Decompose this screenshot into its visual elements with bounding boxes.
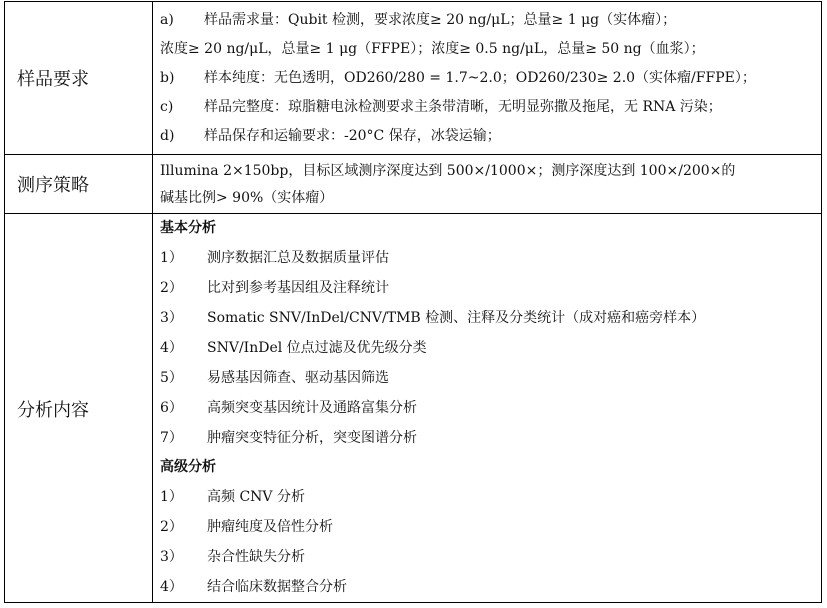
- row-label: 测序策略: [5, 155, 153, 213]
- item-marker: d): [160, 128, 175, 144]
- list-item: [160, 428, 817, 448]
- item-marker: 4）: [160, 579, 183, 595]
- list-item: [160, 278, 817, 298]
- list-item: [160, 39, 817, 59]
- row-content: [153, 155, 821, 213]
- item-marker: 4）: [160, 340, 183, 356]
- list-item: [160, 97, 817, 117]
- item-marker: 2）: [160, 519, 183, 535]
- item-marker: a): [160, 12, 174, 28]
- row-sequencing-strategy: [5, 155, 821, 214]
- list-item: [160, 577, 817, 597]
- basic-analysis-title: 基本分析: [160, 220, 216, 236]
- spec-table: [4, 1, 822, 603]
- item-marker: 3）: [160, 549, 183, 565]
- list-item: [160, 68, 817, 88]
- text-line: 碱基比例> 90%（实体瘤）: [160, 190, 334, 206]
- item-text: 浓度≥ 20 ng/μL，总量≥ 1 μg（FFPE）；浓度≥ 0.5 ng/μL，总量≥ 50 ng（血浆）；: [160, 41, 705, 57]
- item-marker: 3）: [160, 310, 183, 326]
- list-item: [160, 338, 817, 358]
- list-item: [160, 248, 817, 268]
- advanced-analysis-title: 高级分析: [160, 459, 216, 475]
- item-text: Somatic SNV/InDel/CNV/TMB 检测、注释及分类统计（成对癌和癌旁样本）: [207, 310, 706, 326]
- item-text: 样本纯度：无色透明，OD260/280 = 1.7~2.0；OD260/230≥ 2.0（实体瘤/FFPE）；: [204, 70, 756, 86]
- item-text: 样品完整度：琼脂糖电泳检测要求主条带清晰，无明显弥撒及拖尾，无 RNA 污染；: [204, 99, 722, 115]
- text-line: Illumina 2×150bp，目标区域测序深度达到 500×/1000×；测序深度达到 100×/200×的: [160, 163, 736, 179]
- item-text: 结合临床数据整合分析: [207, 579, 347, 595]
- row-analysis-content: [5, 214, 821, 603]
- item-marker: 2）: [160, 280, 183, 296]
- row-label: 样品要求: [5, 2, 153, 154]
- list-item: [160, 517, 817, 537]
- item-text: 肿瘤纯度及倍性分析: [207, 519, 333, 535]
- list-item: [160, 398, 817, 418]
- row-sample-requirements: [5, 2, 821, 155]
- list-item: [160, 487, 817, 507]
- item-text: SNV/InDel 位点过滤及优先级分类: [207, 340, 427, 356]
- list-item: [160, 10, 817, 30]
- list-item: [160, 126, 817, 146]
- item-text: 比对到参考基因组及注释统计: [207, 280, 389, 296]
- item-marker: 6）: [160, 400, 183, 416]
- row-content: [153, 214, 821, 603]
- item-marker: 7）: [160, 430, 183, 446]
- item-text: 测序数据汇总及数据质量评估: [207, 250, 389, 266]
- item-text: 样品保存和运输要求：-20°C 保存，冰袋运输；: [204, 128, 501, 144]
- list-item: [160, 368, 817, 388]
- item-marker: b): [160, 70, 175, 86]
- item-text: 肿瘤突变特征分析，突变图谱分析: [207, 430, 417, 446]
- list-item: [160, 308, 817, 328]
- row-label: 分析内容: [5, 214, 153, 603]
- row-content: [153, 2, 821, 154]
- item-text: 易感基因筛查、驱动基因筛选: [207, 370, 389, 386]
- item-marker: c): [160, 99, 174, 115]
- item-text: 高频突变基因统计及通路富集分析: [207, 400, 417, 416]
- item-text: 样品需求量：Qubit 检测，要求浓度≥ 20 ng/μL；总量≥ 1 μg（实体瘤）；: [204, 12, 677, 28]
- item-text: 杂合性缺失分析: [207, 549, 305, 565]
- list-item: [160, 547, 817, 567]
- item-marker: 5）: [160, 370, 183, 386]
- item-marker: 1）: [160, 489, 183, 505]
- item-text: 高频 CNV 分析: [207, 489, 305, 505]
- item-marker: 1）: [160, 250, 183, 266]
